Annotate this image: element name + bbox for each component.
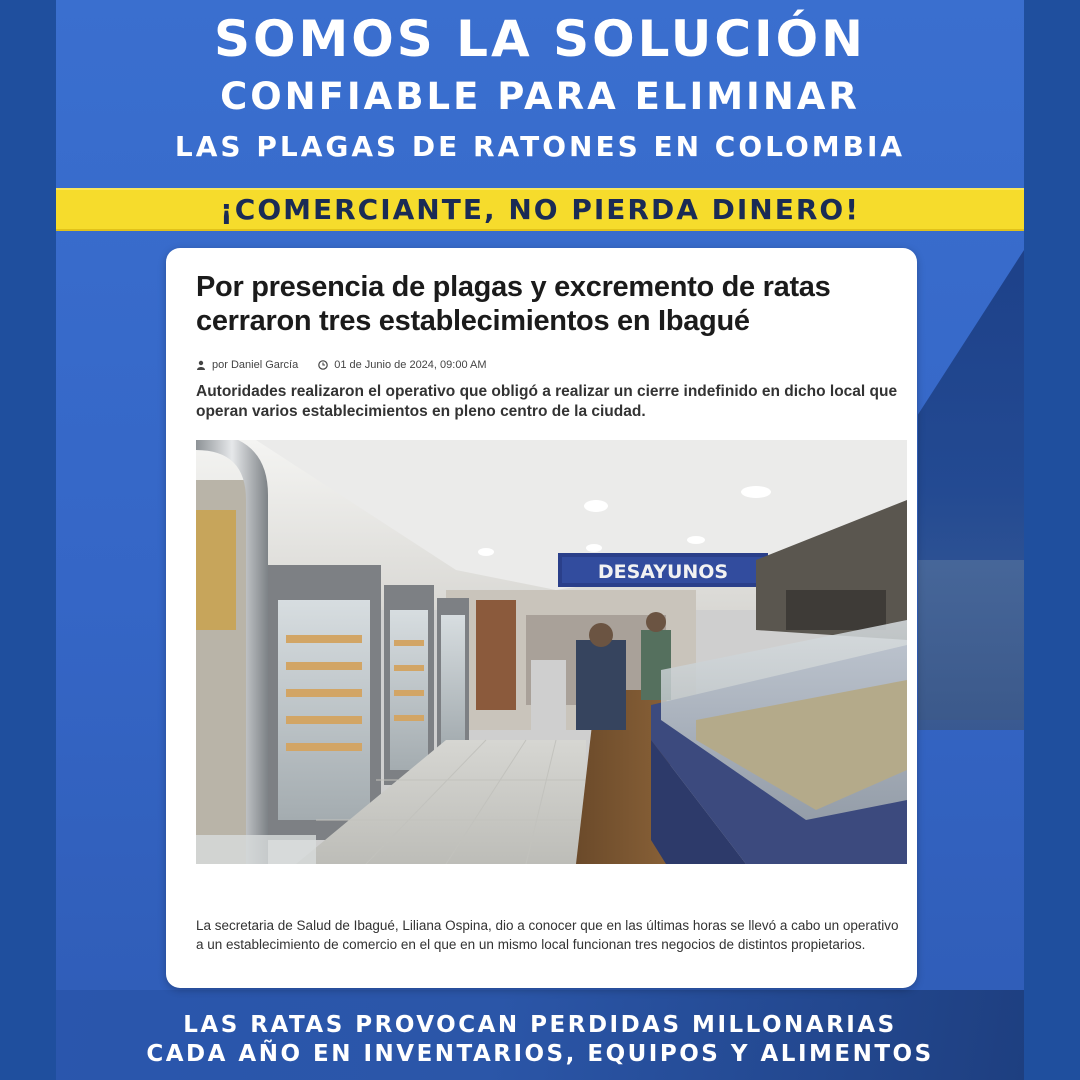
- clock-icon: [318, 360, 328, 370]
- footer-line-1: LAS RATAS PROVOCAN PERDIDAS MILLONARIAS: [183, 1012, 897, 1038]
- headline-line-3: LAS PLAGAS DE RATONES EN COLOMBIA: [174, 130, 906, 163]
- user-icon: [196, 360, 206, 370]
- article-lead: Autoridades realizaron el operativo que obligó a realizar un cierre indefinido en dicho local que operan varios establecimientos en pleno centro de la ciudad.: [196, 383, 898, 420]
- bakery-interior-image: [196, 440, 907, 864]
- warning-banner-text: ¡COMERCIANTE, NO PIERDA DINERO!: [220, 193, 860, 226]
- article-author: por Daniel García: [212, 359, 299, 371]
- desayunos-sign: DESAYUNOS: [597, 561, 729, 583]
- warning-banner: [56, 188, 1024, 231]
- article-title: Por presencia de plagas y excremento de ratas cerraron tres establecimientos en Ibagué: [196, 271, 831, 337]
- news-article-card: [166, 248, 917, 988]
- article-photo: [196, 440, 907, 864]
- footer-line-2: CADA AÑO EN INVENTARIOS, EQUIPOS Y ALIMENTOS: [146, 1041, 934, 1067]
- article-date: 01 de Junio de 2024, 09:00 AM: [334, 359, 487, 371]
- right-decoration-lower: [918, 560, 1024, 730]
- article-body: La secretaria de Salud de Ibagué, Liliana Ospina, dio a conocer que en las últimas horas se llevó a cabo un operativo a un establecimiento de comercio en el que en un mismo local funcionan tres negocios de distintos propietarios.: [196, 918, 899, 952]
- headline-line-2: CONFIABLE PARA ELIMINAR: [220, 75, 860, 118]
- article-meta: [196, 356, 487, 374]
- headline-line-1: SOMOS LA SOLUCIÓN: [213, 10, 866, 68]
